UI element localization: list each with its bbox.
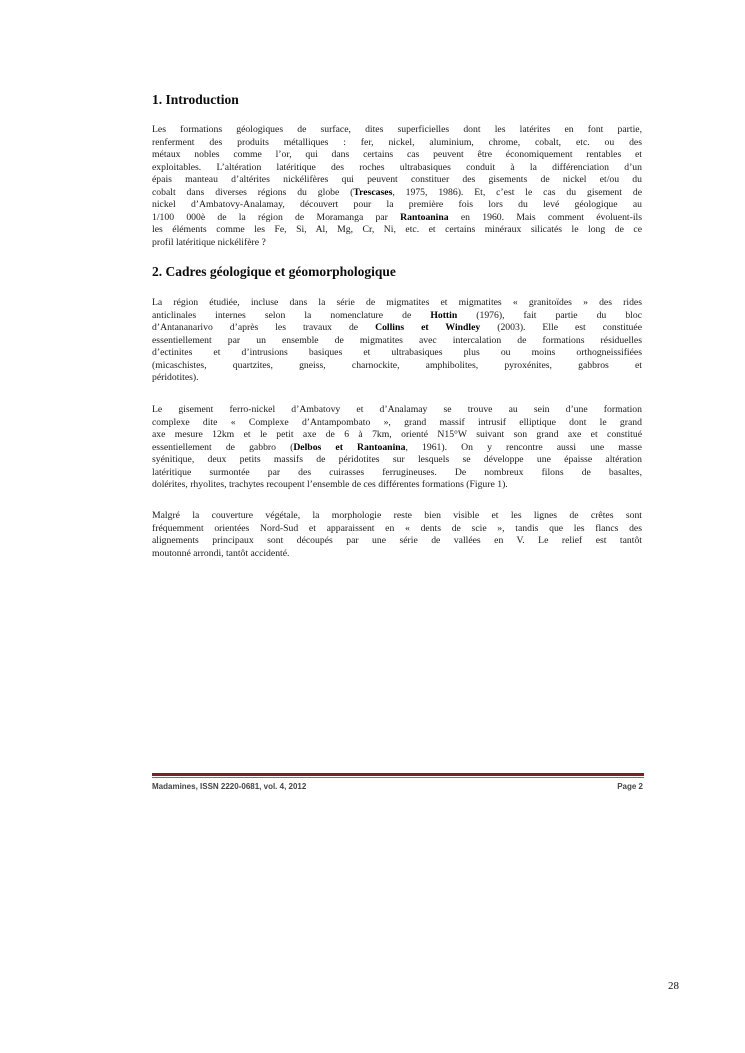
- paragraph-cadres-2: [152, 404, 642, 492]
- text-line: exploitables. L’altération latéritique des roches ultrabasiques conduit à la différenciation d’un: [152, 161, 642, 173]
- footer-page-label: Page 2: [617, 782, 643, 791]
- text-line: Le gisement ferro-nickel d’Ambatovy et d’Analamay se trouve au sein d’une formation: [152, 404, 642, 415]
- text-line: 1/100 000è de la région de Moramanga par Rantoanina en 1960. Mais comment évoluent-ils: [152, 211, 642, 223]
- text-line: alignements principaux sont découpés par une série de vallées en V. Le relief est tantôt: [152, 535, 642, 546]
- paragraph-cadres-3: [152, 510, 642, 560]
- author-citation: Hottin: [430, 309, 458, 321]
- text-line: La région étudiée, incluse dans la série de migmatites et migmatites « granitoïdes » des rides: [152, 297, 642, 308]
- text-line: profil latéritique nickélifère ?: [152, 236, 266, 248]
- author-citation: Collins et Windley: [375, 322, 481, 333]
- author-citation: Rantoanina: [400, 211, 449, 223]
- text-line: (micaschistes, quartzites, gneiss, charnockite, amphibolites, pyroxénites, gabbros et: [152, 359, 642, 371]
- text-line: dolérites, rhyolites, trachytes recoupent l’ensemble de ces différentes formations (Figure 1).: [152, 479, 508, 490]
- text-line: Les formations géologiques de surface, dites superficielles dont les latérites en font partie,: [152, 124, 642, 135]
- paragraph-introduction: [152, 124, 642, 249]
- text-line: syénitique, deux petits massifs de péridotites sur lesquels se développe une épaisse altération: [152, 454, 642, 465]
- text-line: péridotites).: [152, 372, 199, 383]
- text-line: essentiellement de gabbro (Delbos et Rantoanina, 1961). On y rencontre aussi une masse: [152, 441, 642, 453]
- footer-rule: [152, 773, 644, 776]
- text-line: métaux nobles comme l’or, qui dans certains cas peuvent être économiquement rentables et: [152, 149, 642, 160]
- text-line: anticlinales internes selon la nomenclature de Hottin (1976), fait partie du bloc: [152, 309, 642, 321]
- text-line: d’Antananarivo d’après les travaux de Collins et Windley (2003). Elle est constituée: [152, 322, 642, 333]
- section-heading-introduction: 1. Introduction: [152, 92, 239, 107]
- text-line: renferment des produits métalliques : fer, nickel, aluminium, chrome, cobalt, etc. ou des: [152, 136, 642, 148]
- paragraph-cadres-1: [152, 297, 642, 385]
- text-line: essentiellement par un ensemble de migmatites avec intercalation de formations résiduelles: [152, 334, 642, 346]
- text-line: les éléments comme les Fe, Si, Al, Mg, Cr, Ni, etc. et certains minéraux silicatés le long de ce: [152, 224, 642, 235]
- footer-rule-secondary: [152, 777, 644, 778]
- text-line: Malgré la couverture végétale, la morphologie reste bien visible et les lignes de crêtes sont: [152, 510, 642, 521]
- text-line: d’ectinites et d’intrusions basiques et ultrabasiques plus ou moins orthogneissifiées: [152, 347, 642, 358]
- text-line: fréquemment orientées Nord-Sud et apparaissent en « dents de scie », tandis que les flancs des: [152, 522, 642, 534]
- author-citation: Delbos et Rantoanina: [293, 441, 406, 453]
- text-line: nickel d’Ambatovy-Analamay, découvert pour la première fois lors du levé géologique au: [152, 199, 642, 210]
- text-line: complexe dite « Complexe d’Antampombato », grand massif intrusif elliptique dont le grand: [152, 416, 642, 428]
- text-line: latéritique surmontée par des cuirasses ferrugineuses. De nombreux filons de basaltes,: [152, 466, 642, 478]
- text-line: axe mesure 12km et le petit axe de 6 à 7km, orienté N15°W suivant son grand axe et constitué: [152, 429, 642, 440]
- author-citation: Trescases: [353, 186, 393, 198]
- journal-citation: Madamines, ISSN 2220-0681, vol. 4, 2012: [152, 782, 307, 791]
- section-heading-cadres: 2. Cadres géologique et géomorphologique: [152, 264, 396, 279]
- text-line: épais manteau d’altérites nickélifères qui peuvent constituer des gisements de nickel et/ou du: [152, 174, 642, 185]
- page-number: 28: [668, 980, 679, 992]
- text-line: moutonné arrondi, tantôt accidenté.: [152, 547, 290, 559]
- text-line: cobalt dans diverses régions du globe (Trescases, 1975, 1986). Et, c’est le cas du gisement de: [152, 186, 642, 198]
